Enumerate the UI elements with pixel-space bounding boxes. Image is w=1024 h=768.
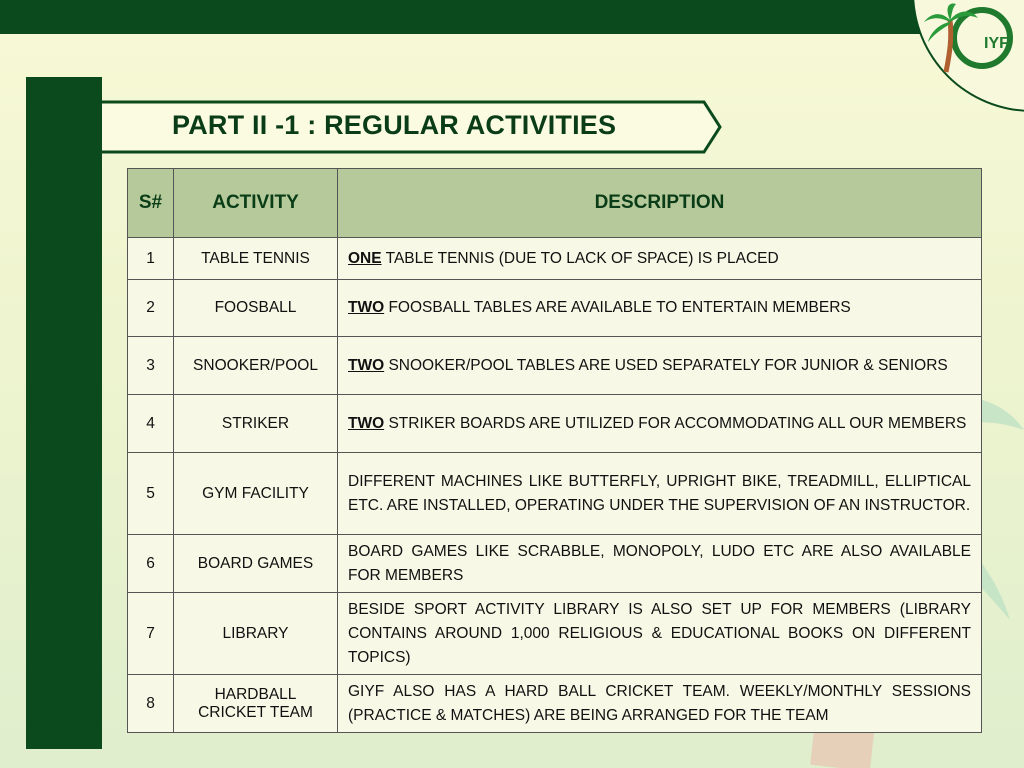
table-row	[128, 535, 982, 593]
row-number: 8	[128, 675, 174, 733]
row-number: 6	[128, 535, 174, 593]
table-row	[128, 593, 982, 675]
row-description	[338, 593, 982, 675]
table-row	[128, 337, 982, 395]
row-description-text: BESIDE SPORT ACTIVITY LIBRARY IS ALSO SET UP FOR MEMBERS (LIBRARY CONTAINS AROUND 1,000 RELIGIOUS & EDUCATIONAL BOOKS ON DIFFERENT TOPICS)	[348, 600, 971, 666]
row-description-text: STRIKER BOARDS ARE UTILIZED FOR ACCOMMODATING ALL OUR MEMBERS	[384, 414, 967, 432]
header-activity: ACTIVITY	[174, 169, 338, 238]
table-row	[128, 453, 982, 535]
row-description	[338, 675, 982, 733]
row-description	[338, 453, 982, 535]
row-description	[338, 395, 982, 453]
row-activity: SNOOKER/POOL	[174, 337, 338, 395]
row-description	[338, 280, 982, 337]
row-number: 5	[128, 453, 174, 535]
left-sidebar-bar	[26, 77, 102, 749]
row-activity: STRIKER	[174, 395, 338, 453]
row-highlight: ONE	[348, 249, 382, 267]
row-activity: GYM FACILITY	[174, 453, 338, 535]
row-activity: TABLE TENNIS	[174, 238, 338, 280]
row-number: 1	[128, 238, 174, 280]
row-description-text: DIFFERENT MACHINES LIKE BUTTERFLY, UPRIGHT BIKE, TREADMILL, ELLIPTICAL ETC. ARE INSTALLED, OPERATING UNDER THE SUPERVISION OF AN INSTRUCTOR.	[348, 472, 971, 514]
top-banner	[0, 0, 1024, 34]
table-header-row	[128, 169, 982, 238]
row-activity: HARDBALL CRICKET TEAM	[174, 675, 338, 733]
row-number: 7	[128, 593, 174, 675]
row-description-text: FOOSBALL TABLES ARE AVAILABLE TO ENTERTAIN MEMBERS	[384, 299, 851, 316]
table-row	[128, 238, 982, 280]
giyf-logo	[920, 2, 1020, 78]
row-description-text: TABLE TENNIS (DUE TO LACK OF SPACE) IS PLACED	[381, 249, 779, 267]
row-highlight: TWO	[348, 356, 385, 374]
row-description-text: BOARD GAMES LIKE SCRABBLE, MONOPOLY, LUDO ETC ARE ALSO AVAILABLE FOR MEMBERS	[348, 542, 971, 584]
page-title: PART II -1 : REGULAR ACTIVITIES	[172, 110, 617, 140]
header-serial: S#	[128, 169, 174, 238]
row-description-text: GIYF ALSO HAS A HARD BALL CRICKET TEAM. WEEKLY/MONTHLY SESSIONS (PRACTICE & MATCHES) ARE BEING ARRANGED FOR THE TEAM	[348, 682, 971, 724]
row-highlight: TWO	[348, 299, 385, 316]
row-activity: LIBRARY	[174, 593, 338, 675]
table-row	[128, 675, 982, 733]
row-highlight: TWO	[348, 414, 385, 432]
table-row	[128, 280, 982, 337]
row-description-text: SNOOKER/POOL TABLES ARE USED SEPARATELY FOR JUNIOR & SENIORS	[384, 356, 948, 374]
row-activity: FOOSBALL	[174, 280, 338, 337]
row-number: 2	[128, 280, 174, 337]
row-description	[338, 238, 982, 280]
row-activity: BOARD GAMES	[174, 535, 338, 593]
row-description	[338, 337, 982, 395]
row-number: 4	[128, 395, 174, 453]
row-number: 3	[128, 337, 174, 395]
svg-text:IYF: IYF	[984, 35, 1009, 52]
table-row	[128, 395, 982, 453]
row-description	[338, 535, 982, 593]
header-description: DESCRIPTION	[338, 169, 982, 238]
activities-table	[127, 168, 982, 733]
